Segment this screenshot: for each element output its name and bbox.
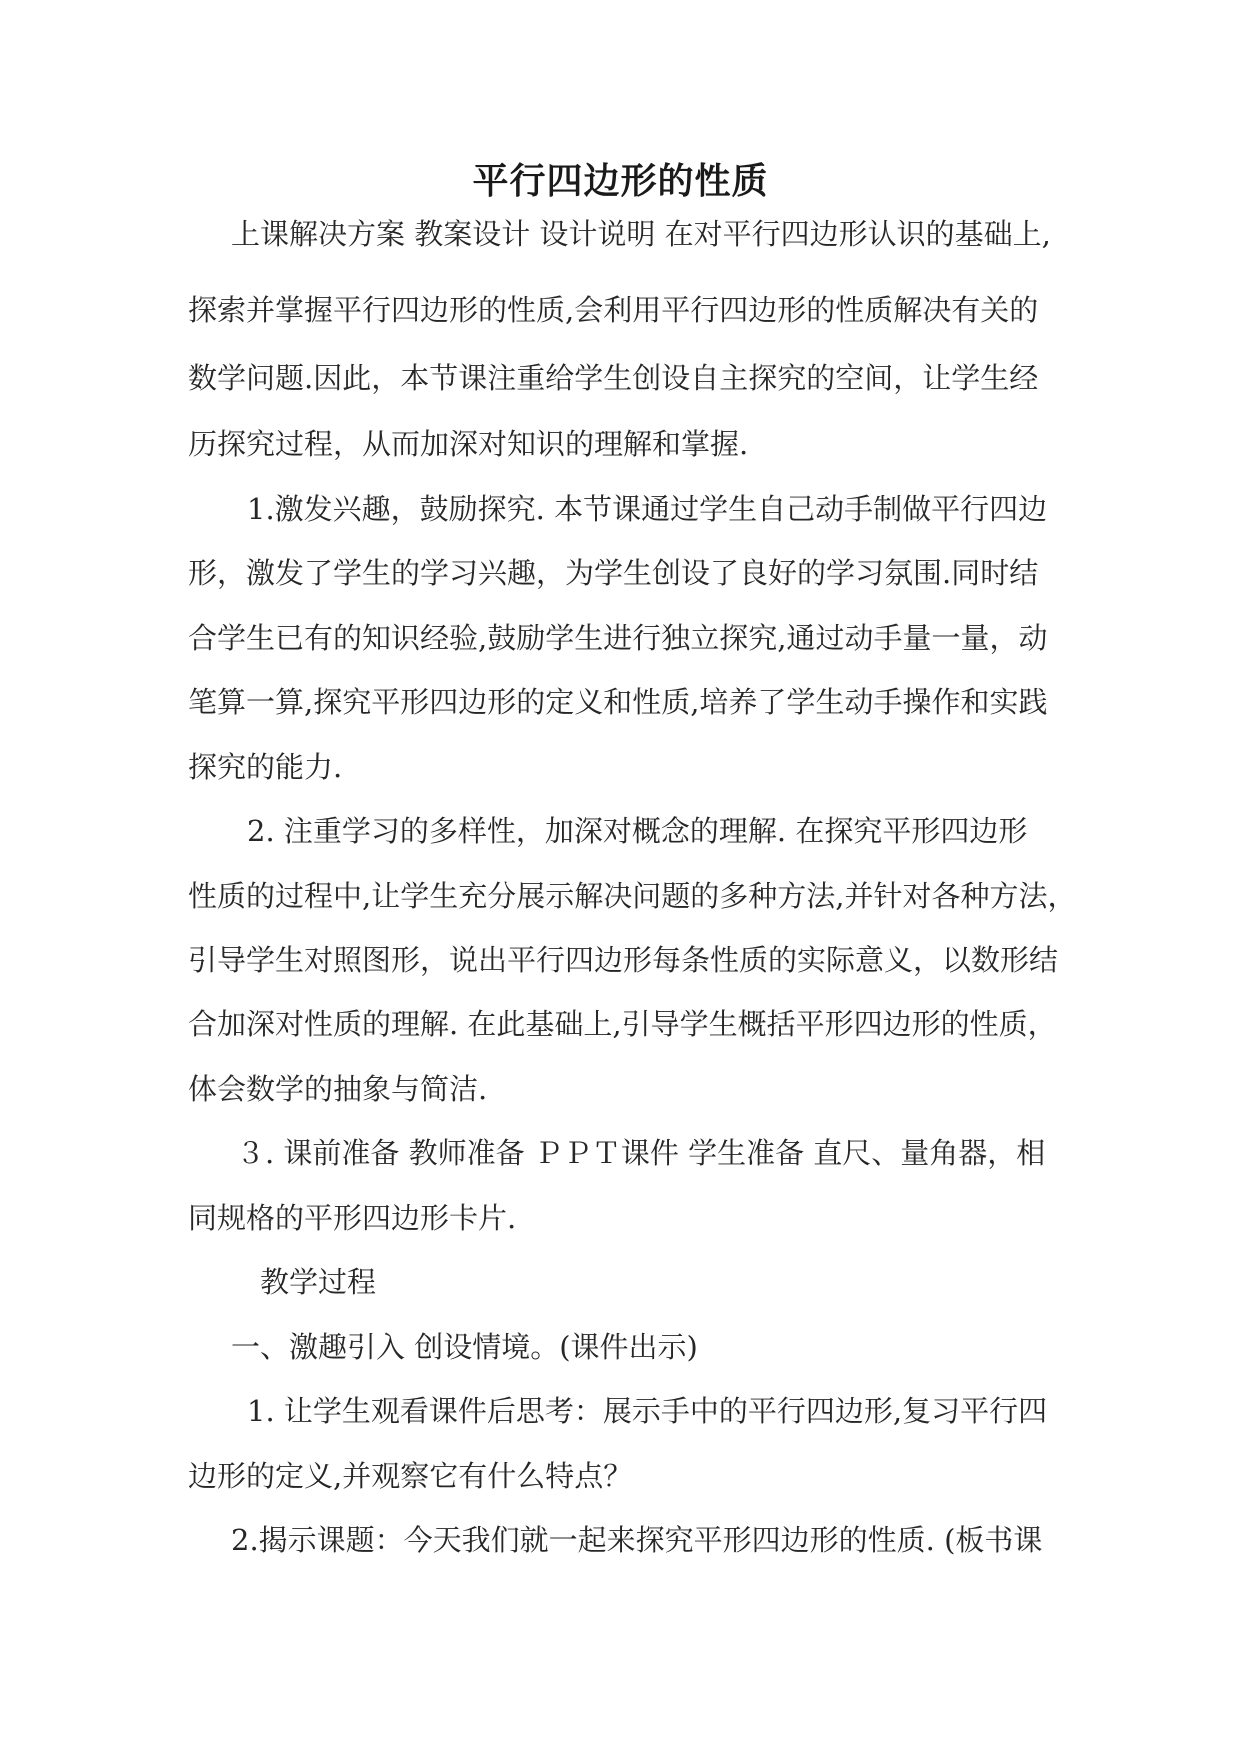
paragraph-line: 历探究过程，从而加深对知识的理解和掌握.: [188, 427, 749, 461]
document-title: 平行四边形的性质: [472, 160, 769, 202]
paragraph-line: 2. 注重学习的多样性，加深对概念的理解. 在探究平形四边形: [247, 814, 1028, 848]
paragraph-line: 笔算一算,探究平形四边形的定义和性质,培养了学生动手操作和实践: [188, 685, 1048, 719]
paragraph-line: 探索并掌握平行四边形的性质,会利用平行四边形的性质解决有关的: [188, 293, 1039, 327]
paragraph-line: 一、激趣引入 创设情境。(课件出示): [231, 1330, 698, 1364]
section-heading: 教学过程: [260, 1265, 377, 1299]
paragraph-line: 数学问题.因此，本节课注重给学生创设自主探究的空间，让学生经: [188, 361, 1039, 395]
paragraph-line: 1. 让学生观看课件后思考：展示手中的平行四边形,复习平行四: [247, 1394, 1048, 1428]
paragraph-line: 同规格的平形四边形卡片.: [188, 1201, 517, 1235]
paragraph-line: 探究的能力.: [188, 750, 343, 784]
paragraph-line: ３. 课前准备 教师准备 ＰＰＴ课件 学生准备 直尺、量角器，相: [236, 1136, 1046, 1170]
paragraph-line: 1.激发兴趣，鼓励探究. 本节课通过学生自己动手制做平行四边: [247, 492, 1048, 526]
paragraph-line: 引导学生对照图形，说出平行四边形每条性质的实际意义，以数形结: [188, 943, 1059, 977]
paragraph-line: 合加深对性质的理解. 在此基础上,引导学生概括平形四边形的性质，: [188, 1007, 1057, 1041]
paragraph-line: 上课解决方案 教案设计 设计说明 在对平行四边形认识的基础上,: [231, 217, 1051, 251]
paragraph-line: 性质的过程中,让学生充分展示解决问题的多种方法,并针对各种方法，: [188, 879, 1077, 913]
paragraph-line: 边形的定义,并观察它有什么特点？: [188, 1459, 633, 1493]
paragraph-line: 合学生已有的知识经验,鼓励学生进行独立探究,通过动手量一量，动: [188, 621, 1048, 655]
paragraph-line: 2.揭示课题：今天我们就一起来探究平形四边形的性质. (板书课: [231, 1523, 1043, 1557]
paragraph-line: 形，激发了学生的学习兴趣，为学生创设了良好的学习氛围.同时结: [188, 556, 1039, 590]
paragraph-line: 体会数学的抽象与简洁.: [188, 1072, 488, 1106]
